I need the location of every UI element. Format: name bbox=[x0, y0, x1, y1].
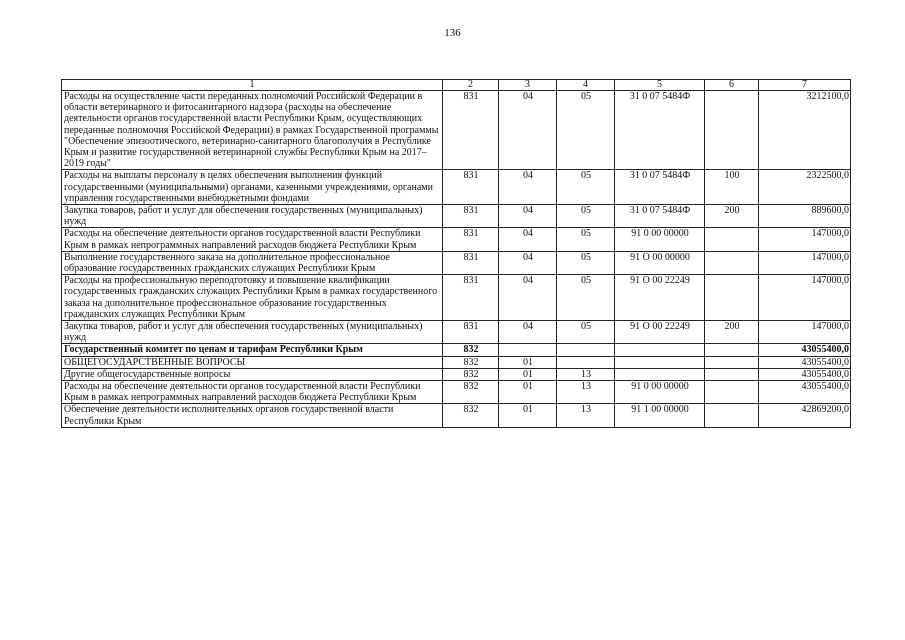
row-amount: 147000,0 bbox=[759, 228, 851, 251]
row-ministry-code: 832 bbox=[443, 356, 499, 368]
row-subsection-code: 13 bbox=[557, 368, 615, 380]
row-expense-type bbox=[705, 381, 759, 404]
row-section-code: 04 bbox=[499, 205, 557, 228]
table-row bbox=[62, 91, 851, 170]
row-section-code: 01 bbox=[499, 381, 557, 404]
row-amount: 147000,0 bbox=[759, 321, 851, 344]
row-amount: 147000,0 bbox=[759, 275, 851, 321]
row-description: ОБЩЕГОСУДАРСТВЕННЫЕ ВОПРОСЫ bbox=[62, 356, 443, 368]
table-row bbox=[62, 170, 851, 205]
row-expense-type: 100 bbox=[705, 170, 759, 205]
row-amount: 3212100,0 bbox=[759, 91, 851, 170]
row-target-code: 91 О 00 22249 bbox=[615, 275, 705, 321]
row-target-code: 31 0 07 5484Ф bbox=[615, 91, 705, 170]
row-target-code bbox=[615, 356, 705, 368]
row-ministry-code: 831 bbox=[443, 321, 499, 344]
row-subsection-code bbox=[557, 356, 615, 368]
row-expense-type bbox=[705, 228, 759, 251]
row-amount: 889600,0 bbox=[759, 205, 851, 228]
row-subsection-code: 05 bbox=[557, 321, 615, 344]
row-section-code: 04 bbox=[499, 251, 557, 274]
row-ministry-code: 832 bbox=[443, 381, 499, 404]
table-row bbox=[62, 381, 851, 404]
header-col-2: 2 bbox=[443, 80, 499, 91]
row-target-code: 31 0 07 5484Ф bbox=[615, 170, 705, 205]
row-amount: 147000,0 bbox=[759, 251, 851, 274]
row-section-code bbox=[499, 344, 557, 356]
table-row bbox=[62, 321, 851, 344]
row-expense-type: 200 bbox=[705, 205, 759, 228]
row-description: Закупка товаров, работ и услуг для обеспечения государственных (муниципальных) нужд bbox=[62, 321, 443, 344]
row-expense-type bbox=[705, 251, 759, 274]
table-row bbox=[62, 356, 851, 368]
header-row bbox=[62, 80, 851, 91]
row-target-code: 91 0 00 00000 bbox=[615, 381, 705, 404]
row-description: Расходы на выплаты персоналу в целях обеспечения выполнения функций государственными (муниципальными) органами, казенными учреждениями, органами управления государственными внебюджетными фондами bbox=[62, 170, 443, 205]
row-amount: 43055400,0 bbox=[759, 344, 851, 356]
row-section-code: 04 bbox=[499, 321, 557, 344]
header-col-6: 6 bbox=[705, 80, 759, 91]
row-subsection-code: 05 bbox=[557, 275, 615, 321]
header-col-4: 4 bbox=[557, 80, 615, 91]
table-row bbox=[62, 368, 851, 380]
row-section-code: 01 bbox=[499, 356, 557, 368]
row-description: Расходы на профессиональную переподготовку и повышение квалификации государственных гражданских служащих Республики Крым в рамках государственного заказа на дополнительное профессиональное образование государственных гражданских служащих Республики Крым bbox=[62, 275, 443, 321]
row-subsection-code bbox=[557, 344, 615, 356]
row-ministry-code: 831 bbox=[443, 275, 499, 321]
row-target-code: 91 1 00 00000 bbox=[615, 404, 705, 427]
row-amount: 43055400,0 bbox=[759, 356, 851, 368]
table-row bbox=[62, 228, 851, 251]
row-target-code: 91 0 00 00000 bbox=[615, 228, 705, 251]
row-description: Государственный комитет по ценам и тарифам Республики Крым bbox=[62, 344, 443, 356]
row-description: Расходы на обеспечение деятельности органов государственной власти Республики Крым в рамках непрограммных направлений расходов бюджета Республики Крым bbox=[62, 381, 443, 404]
row-subsection-code: 05 bbox=[557, 251, 615, 274]
table-row bbox=[62, 205, 851, 228]
table-row bbox=[62, 344, 851, 356]
row-subsection-code: 05 bbox=[557, 91, 615, 170]
header-col-1: 1 bbox=[62, 80, 443, 91]
row-description: Другие общегосударственные вопросы bbox=[62, 368, 443, 380]
row-subsection-code: 05 bbox=[557, 170, 615, 205]
row-subsection-code: 05 bbox=[557, 205, 615, 228]
row-expense-type bbox=[705, 356, 759, 368]
row-ministry-code: 831 bbox=[443, 170, 499, 205]
header-col-5: 5 bbox=[615, 80, 705, 91]
row-expense-type bbox=[705, 368, 759, 380]
header-col-7: 7 bbox=[759, 80, 851, 91]
row-section-code: 04 bbox=[499, 170, 557, 205]
row-subsection-code: 05 bbox=[557, 228, 615, 251]
row-ministry-code: 832 bbox=[443, 344, 499, 356]
table-row bbox=[62, 275, 851, 321]
table-row bbox=[62, 404, 851, 427]
row-section-code: 04 bbox=[499, 275, 557, 321]
row-ministry-code: 832 bbox=[443, 404, 499, 427]
row-target-code: 91 О 00 00000 bbox=[615, 251, 705, 274]
row-target-code: 91 О 00 22249 bbox=[615, 321, 705, 344]
row-amount: 43055400,0 bbox=[759, 381, 851, 404]
row-target-code: 31 0 07 5484Ф bbox=[615, 205, 705, 228]
row-description: Расходы на осуществление части переданных полномочий Российской Федерации в области ветеринарного и фитосанитарного надзора (расходы на обеспечение деятельности органов государственной власти Республики Крым, осуществляющих переданные полномочия Российской Федерации) в рамках Государственной программы "Обеспечение эпизоотического, ветеринарно-санитарного благополучия в Республике Крым и развитие государственной ветеринарной службы Республики Крым на 2017–2019 годы" bbox=[62, 91, 443, 170]
row-subsection-code: 13 bbox=[557, 404, 615, 427]
row-description: Расходы на обеспечение деятельности органов государственной власти Республики Крым в рамках непрограммных направлений расходов бюджета Республики Крым bbox=[62, 228, 443, 251]
header-col-3: 3 bbox=[499, 80, 557, 91]
row-ministry-code: 831 bbox=[443, 251, 499, 274]
row-ministry-code: 831 bbox=[443, 205, 499, 228]
row-amount: 42869200,0 bbox=[759, 404, 851, 427]
row-section-code: 04 bbox=[499, 91, 557, 170]
row-description: Выполнение государственного заказа на дополнительное профессиональное образование государственных гражданских служащих Республики Крым bbox=[62, 251, 443, 274]
row-section-code: 01 bbox=[499, 404, 557, 427]
table-row bbox=[62, 251, 851, 274]
row-ministry-code: 831 bbox=[443, 91, 499, 170]
row-description: Закупка товаров, работ и услуг для обеспечения государственных (муниципальных) нужд bbox=[62, 205, 443, 228]
row-ministry-code: 831 bbox=[443, 228, 499, 251]
row-target-code bbox=[615, 368, 705, 380]
row-expense-type bbox=[705, 344, 759, 356]
row-target-code bbox=[615, 344, 705, 356]
row-ministry-code: 832 bbox=[443, 368, 499, 380]
row-description: Обеспечение деятельности исполнительных органов государственной власти Республики Крым bbox=[62, 404, 443, 427]
row-amount: 2322500,0 bbox=[759, 170, 851, 205]
row-subsection-code: 13 bbox=[557, 381, 615, 404]
row-expense-type: 200 bbox=[705, 321, 759, 344]
row-section-code: 01 bbox=[499, 368, 557, 380]
row-expense-type bbox=[705, 275, 759, 321]
page-number: 136 bbox=[444, 27, 461, 39]
row-expense-type bbox=[705, 404, 759, 427]
row-expense-type bbox=[705, 91, 759, 170]
budget-table bbox=[61, 79, 851, 428]
row-section-code: 04 bbox=[499, 228, 557, 251]
row-amount: 43055400,0 bbox=[759, 368, 851, 380]
